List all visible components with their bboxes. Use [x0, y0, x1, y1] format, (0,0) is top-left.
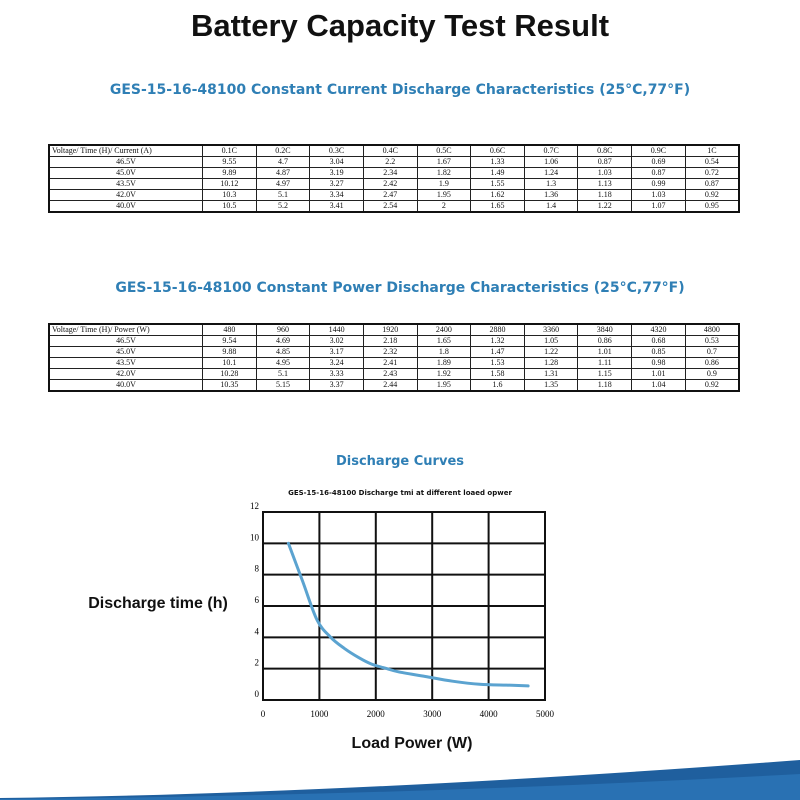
- table-cell: 1.31: [524, 369, 578, 380]
- table-cell: 3.04: [310, 157, 364, 168]
- table-cell: 0.53: [685, 336, 739, 347]
- table-cell: 10.1: [203, 358, 257, 369]
- table-cell: 2.54: [363, 201, 417, 213]
- table-row: [49, 369, 739, 380]
- discharge-curves-title: Discharge Curves: [335, 454, 464, 469]
- table-cell: 1.9: [417, 179, 471, 190]
- table-column-header: 4800: [685, 324, 739, 336]
- y-tick-label: 12: [250, 501, 259, 511]
- table-column-header: 1C: [685, 145, 739, 157]
- table-column-header: 0.8C: [578, 145, 632, 157]
- table-cell: 3.17: [310, 347, 364, 358]
- table-cell: 0.87: [632, 168, 686, 179]
- table-cell: 1.36: [524, 190, 578, 201]
- table-cell: 4.85: [256, 347, 310, 358]
- table-cell: 1.32: [471, 336, 525, 347]
- table-cell: 3.41: [310, 201, 364, 213]
- x-axis-label: Load Power (W): [351, 735, 473, 752]
- y-axis-label: Discharge time (h): [88, 595, 228, 612]
- chart-title: GES-15-16-48100 Discharge tmi at different loaed opwer: [288, 489, 512, 497]
- table-cell: 4.7: [256, 157, 310, 168]
- table-cell: 1.24: [524, 168, 578, 179]
- table-cell: 1.4: [524, 201, 578, 213]
- table-cell: 4.97: [256, 179, 310, 190]
- table-cell: 1.49: [471, 168, 525, 179]
- x-tick-label: 2000: [366, 709, 385, 719]
- table-cell: 0.87: [578, 157, 632, 168]
- table-cell: 3.24: [310, 358, 364, 369]
- table-cell: 10.35: [203, 380, 257, 392]
- y-tick-label: 10: [250, 532, 259, 543]
- table-cell: 1.35: [524, 380, 578, 392]
- table-cell: 1.89: [417, 358, 471, 369]
- table-cell: 1.3: [524, 179, 578, 190]
- table-column-header: 0.2C: [256, 145, 310, 157]
- row-voltage-label: 40.0V: [49, 201, 203, 213]
- table-cell: 1.65: [471, 201, 525, 213]
- table-column-header: 0.6C: [471, 145, 525, 157]
- table-cell: 2.44: [363, 380, 417, 392]
- table-cell: 0.72: [685, 168, 739, 179]
- discharge-curve-line: [288, 543, 528, 686]
- table-cell: 0.86: [578, 336, 632, 347]
- table-cell: 2.42: [363, 179, 417, 190]
- table-cell: 2.18: [363, 336, 417, 347]
- table-row: [49, 190, 739, 201]
- table-row: [49, 201, 739, 213]
- table-column-header: 0.5C: [417, 145, 471, 157]
- table-cell: 1.62: [471, 190, 525, 201]
- table-cell: 0.99: [632, 179, 686, 190]
- table-cell: 1.13: [578, 179, 632, 190]
- table-cell: 1.01: [578, 347, 632, 358]
- table-row: [49, 168, 739, 179]
- table-cell: 2.34: [363, 168, 417, 179]
- footer-swoosh: [0, 760, 800, 800]
- table-cell: 1.11: [578, 358, 632, 369]
- table-cell: 4.87: [256, 168, 310, 179]
- table-cell: 1.18: [578, 190, 632, 201]
- table-cell: 5.1: [256, 190, 310, 201]
- table-column-header: 2880: [471, 324, 525, 336]
- table-column-header: 0.4C: [363, 145, 417, 157]
- table-column-header: 3360: [524, 324, 578, 336]
- table-cell: 0.86: [685, 358, 739, 369]
- table-cell: 2.2: [363, 157, 417, 168]
- table-cell: 1.22: [524, 347, 578, 358]
- row-voltage-label: 42.0V: [49, 369, 203, 380]
- table-cell: 2.32: [363, 347, 417, 358]
- table-cell: 0.92: [685, 190, 739, 201]
- table-cell: 3.02: [310, 336, 364, 347]
- table-column-header: 3840: [578, 324, 632, 336]
- table-cell: 1.33: [471, 157, 525, 168]
- table-cell: 1.06: [524, 157, 578, 168]
- row-voltage-label: 42.0V: [49, 190, 203, 201]
- table-cell: 0.98: [632, 358, 686, 369]
- x-tick-label: 4000: [479, 709, 498, 719]
- y-tick-label: 6: [254, 595, 259, 605]
- row-voltage-label: 43.5V: [49, 179, 203, 190]
- current-section-title: GES-15-16-48100 Constant Current Discharge Characteristics (25°C,77°F): [109, 82, 691, 98]
- table-column-header: 0.7C: [524, 145, 578, 157]
- table-cell: 4.95: [256, 358, 310, 369]
- table-row: [49, 179, 739, 190]
- table-cell: 3.27: [310, 179, 364, 190]
- table-cell: 5.1: [256, 369, 310, 380]
- table-cell: 10.12: [203, 179, 257, 190]
- table-cell: 0.69: [632, 157, 686, 168]
- table-cell: 3.34: [310, 190, 364, 201]
- table-cell: 1.6: [471, 380, 525, 392]
- table-cell: 2.43: [363, 369, 417, 380]
- table-header-label: Voltage/ Time (H)/ Power (W): [49, 324, 203, 336]
- table-cell: 0.85: [632, 347, 686, 358]
- table-cell: 1.82: [417, 168, 471, 179]
- table-cell: 0.92: [685, 380, 739, 392]
- table-cell: 1.15: [578, 369, 632, 380]
- table-header-label: Voltage/ Time (H)/ Current (A): [49, 145, 203, 157]
- table-cell: 1.47: [471, 347, 525, 358]
- table-column-header: 1440: [310, 324, 364, 336]
- table-row: [49, 380, 739, 392]
- row-voltage-label: 45.0V: [49, 168, 203, 179]
- table-row: [49, 157, 739, 168]
- table-row: [49, 347, 739, 358]
- table-column-header: 2400: [417, 324, 471, 336]
- table-column-header: 0.3C: [310, 145, 364, 157]
- table-cell: 9.55: [203, 157, 257, 168]
- table-cell: 9.54: [203, 336, 257, 347]
- table-header-row: [49, 145, 739, 157]
- table-cell: 1.07: [632, 201, 686, 213]
- x-tick-label: 3000: [423, 709, 442, 719]
- row-voltage-label: 46.5V: [49, 336, 203, 347]
- table-cell: 1.67: [417, 157, 471, 168]
- x-tick-label: 0: [260, 709, 266, 719]
- table-column-header: 4320: [632, 324, 686, 336]
- table-cell: 1.28: [524, 358, 578, 369]
- table-cell: 0.87: [685, 179, 739, 190]
- table-cell: 1.03: [632, 190, 686, 201]
- table-cell: 1.04: [632, 380, 686, 392]
- table-row: [49, 358, 739, 369]
- table-cell: 10.5: [203, 201, 257, 213]
- table-column-header: 960: [256, 324, 310, 336]
- table-cell: 3.33: [310, 369, 364, 380]
- table-cell: 0.54: [685, 157, 739, 168]
- table-cell: 1.55: [471, 179, 525, 190]
- table-cell: 1.05: [524, 336, 578, 347]
- table-cell: 1.95: [417, 190, 471, 201]
- row-voltage-label: 43.5V: [49, 358, 203, 369]
- table-cell: 5.15: [256, 380, 310, 392]
- discharge-chart: [0, 470, 800, 760]
- table-cell: 10.3: [203, 190, 257, 201]
- power-discharge-table: [48, 323, 740, 392]
- table-cell: 1.18: [578, 380, 632, 392]
- table-cell: 4.69: [256, 336, 310, 347]
- table-cell: 2.41: [363, 358, 417, 369]
- table-cell: 1.95: [417, 380, 471, 392]
- y-tick-label: 0: [254, 689, 259, 699]
- table-column-header: 1920: [363, 324, 417, 336]
- table-column-header: 0.9C: [632, 145, 686, 157]
- table-cell: 1.53: [471, 358, 525, 369]
- table-row: [49, 336, 739, 347]
- table-cell: 5.2: [256, 201, 310, 213]
- table-cell: 2: [417, 201, 471, 213]
- table-cell: 1.22: [578, 201, 632, 213]
- table-cell: 1.58: [471, 369, 525, 380]
- power-section-title: GES-15-16-48100 Constant Power Discharge Characteristics (25°C,77°F): [115, 280, 685, 296]
- row-voltage-label: 45.0V: [49, 347, 203, 358]
- table-cell: 3.19: [310, 168, 364, 179]
- x-tick-label: 5000: [536, 709, 554, 719]
- table-cell: 9.89: [203, 168, 257, 179]
- y-tick-label: 8: [254, 563, 259, 574]
- table-cell: 1.92: [417, 369, 471, 380]
- table-cell: 10.28: [203, 369, 257, 380]
- table-cell: 0.9: [685, 369, 739, 380]
- y-tick-label: 4: [254, 626, 259, 637]
- table-cell: 2.47: [363, 190, 417, 201]
- table-header-row: [49, 324, 739, 336]
- current-discharge-table: [48, 144, 740, 213]
- table-cell: 1.03: [578, 168, 632, 179]
- table-cell: 3.37: [310, 380, 364, 392]
- table-column-header: 0.1C: [203, 145, 257, 157]
- table-cell: 1.65: [417, 336, 471, 347]
- row-voltage-label: 40.0V: [49, 380, 203, 392]
- table-cell: 9.88: [203, 347, 257, 358]
- table-cell: 1.01: [632, 369, 686, 380]
- table-cell: 0.7: [685, 347, 739, 358]
- table-cell: 1.8: [417, 347, 471, 358]
- y-tick-label: 2: [254, 657, 259, 668]
- row-voltage-label: 46.5V: [49, 157, 203, 168]
- x-tick-label: 1000: [310, 709, 329, 719]
- table-column-header: 480: [203, 324, 257, 336]
- page-title: Battery Capacity Test Result: [190, 8, 610, 43]
- table-cell: 0.95: [685, 201, 739, 213]
- table-cell: 0.68: [632, 336, 686, 347]
